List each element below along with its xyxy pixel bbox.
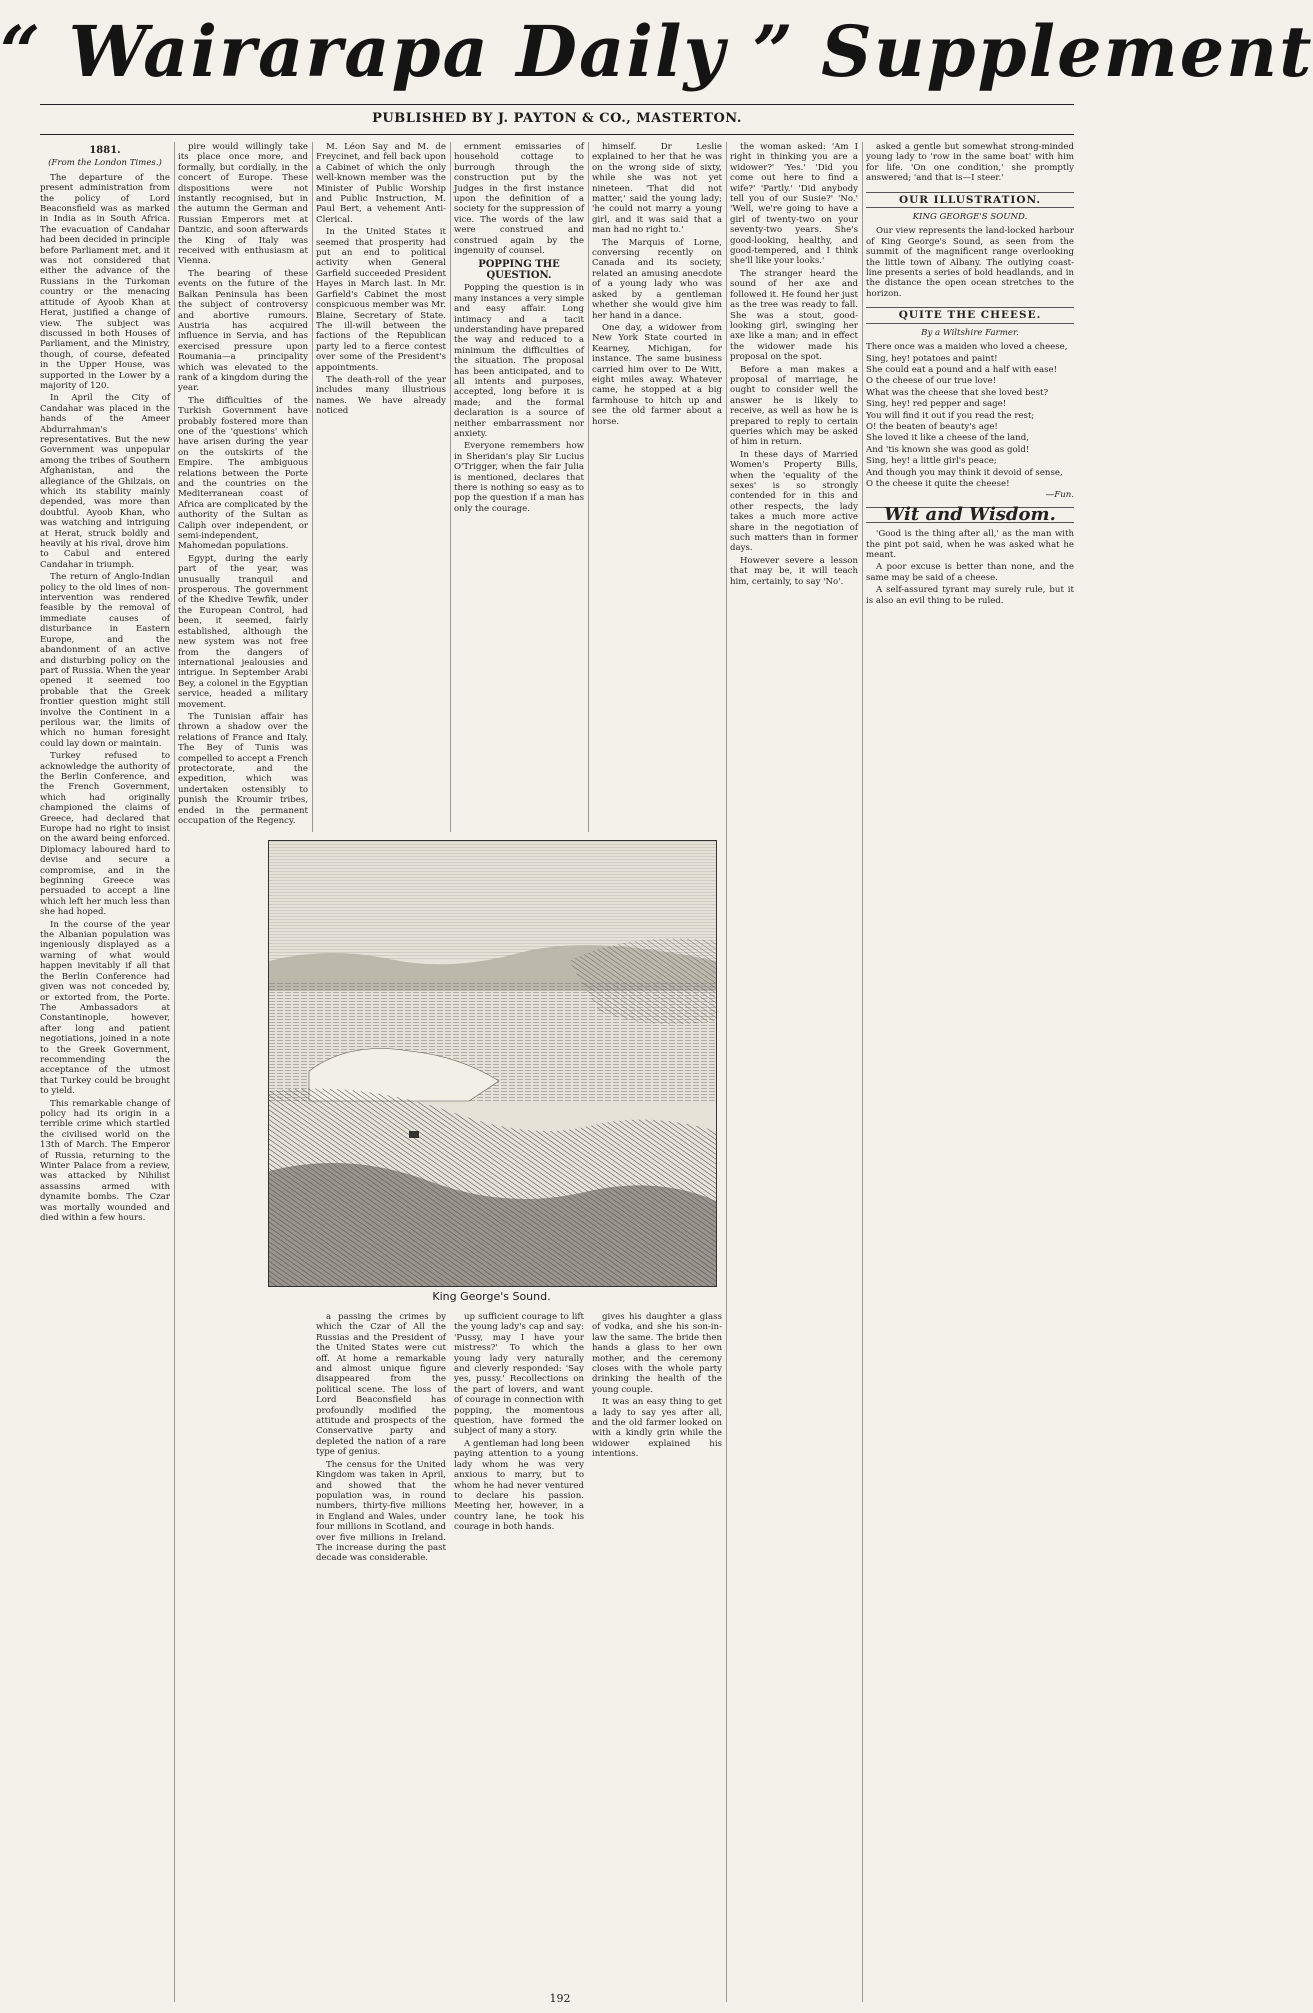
poem-line: O! the beaten of beauty's age! — [866, 421, 998, 432]
paragraph: It was an easy thing to get a lady to say yes after all, and the old farmer looked on with a kindly grin while the widower explained his intentions. — [592, 1397, 722, 1460]
section-heading-quite-the-cheese: QUITE THE CHEESE. — [866, 307, 1074, 323]
paragraph: a passing the crimes by which the Czar of All the Russias and the President of the United States were cut off. At home a remarkable and almost unique figure disappeared from the political scene. The loss of Lord Beaconsfield has profoundly modified the attitude and prospects of the Conservative party and depleted the nation of a rare type of genius. — [316, 1312, 446, 1458]
masthead-rule-bottom — [40, 134, 1074, 135]
paragraph: The return of Anglo-Indian policy to the old lines of non-intervention was rendered feasible by the removal of immediate causes of disturbance in Eastern Europe, and the abandonment of an active and disturbing policy on the part of Russia. When the year opened it seemed too probable that the Greek frontier question might still involve the Continent in a perilous war, the limits of which no human foresight could lay down or maintain. — [40, 572, 170, 749]
column-5-top — [592, 142, 722, 832]
poem-line: And 'tis known she was good as gold! — [866, 444, 1030, 455]
paragraph: 'Good is the thing after all,' as the man with the pint pot said, when he was asked what he meant. — [866, 529, 1074, 560]
paragraph: gives his daughter a glass of vodka, and she his son-in-law the same. The bride then hands a glass to her own mother, and the ceremony closes with the whole party drinking the health of the young couple. — [592, 1312, 722, 1395]
column-3-top — [316, 142, 446, 832]
page-number: 192 — [549, 1992, 571, 2005]
poem-line: There once was a maiden who loved a cheese, — [866, 342, 1068, 353]
paragraph: up sufficient courage to lift the young lady's cap and say: 'Pussy, may I have your mistress?' To which the young lady very naturally and cleverly responded: 'Say yes, pussy.' Recollections on the part of lovers, and want of courage in connection with popping, the momentous question, have formed the subject of many a story. — [454, 1312, 584, 1437]
paragraph: Everyone remembers how in Sheridan's play Sir Lucius O'Trigger, when the fair Julia is mentioned, declares that there is nothing so easy as to pop the question if a man has only the courage. — [454, 441, 584, 514]
poem-line: Sing, hey! red pepper and sage! — [866, 399, 1007, 410]
masthead-title: “ Wairarapa Daily ” Supplement — [0, 10, 1313, 93]
column-divider — [862, 142, 863, 2002]
column-4-top — [454, 142, 584, 832]
poem-line: O the cheese it quite the cheese! — [866, 478, 1010, 489]
article-year-heading: 1881. — [89, 145, 121, 156]
column-6 — [730, 142, 858, 1992]
column-divider — [450, 142, 451, 832]
paragraph: A self-assured tyrant may surely rule, but it is also an evil thing to be ruled. — [866, 585, 1074, 606]
column-divider — [174, 142, 175, 2002]
column-1 — [40, 142, 170, 1992]
paragraph: The census for the United Kingdom was taken in April, and showed that the population was, in round numbers, thirty-five millions in England and Wales, under four millions in Scotland, and over five millions in Ireland. The increase during the past decade was considerable. — [316, 1459, 446, 1564]
paragraph: The Tunisian affair has thrown a shadow over the relations of France and Italy. The Bey of Tunis was compelled to accept a French protectorate, and the expedition, which was undertaken ostensibly to punish the Kroumir tribes, ended in the permanent occupation of the Regency. — [178, 711, 308, 826]
paragraph: In these days of Married Women's Property Bills, when the 'equality of the sexes' is so strongly contended for in this and other respects, the lady takes a much more active share in the negotiation of such matters than in former days. — [730, 449, 858, 554]
column-divider — [726, 142, 727, 2002]
paragraph: In the United States it seemed that prosperity had put an end to political activity when General Garfield succeeded President Hayes in March last. In Mr. Garfield's Cabinet the most conspicuous member was Mr. Blaine, Secretary of State. The ill-will between the factions of the Republican party led to a fierce contest over some of the President's appointments. — [316, 227, 446, 373]
poem-line: O the cheese of our true love! — [866, 376, 997, 387]
paragraph: the woman asked: 'Am I right in thinking you are a widower?' 'Yes.' 'Did you come out here to find a wife?' 'Partly.' 'Did anybody tell you of our Susie?' 'No.' 'Well, we're going to have a girl of twenty-two on your seventy-two years. She's good-looking, healthy, and good-tempered, and I think she'll like your looks.' — [730, 142, 858, 267]
poem-line: What was the cheese that she loved best? — [866, 387, 1049, 398]
paragraph: Turkey refused to acknowledge the authority of the Berlin Conference, and the French Government, which had originally championed the claims of Greece, had declared that Europe had no right to insist on the award being enforced. Diplomacy laboured hard to devise and secure a compromise, and in the beginning Greece was persuaded to accept a line which left her much less than she had hoped. — [40, 751, 170, 918]
paragraph: The difficulties of the Turkish Government have probably fostered more than one of the 'questions' which have arisen during the year on the outskirts of the Empire. The ambiguous relations between the Porte and the countries on the Mediterranean coast of Africa are complicated by the authority of the Sultan as Caliph over independent, or semi-independent, Mahomedan populations. — [178, 395, 308, 552]
paragraph: A gentleman had long been paying attention to a young lady whom he was very anxious to marry, but to whom he had never ventured to declare his passion. Meeting her, however, in a country lane, he took his courage in both hands. — [454, 1438, 584, 1533]
paragraph: The stranger heard the sound of her axe and followed it. He found her just as the tree was ready to fall. She was a stout, good-looking girl, swinging her axe like a man; and in effect the widower made his proposal on the spot. — [730, 268, 858, 363]
king-georges-sound-engraving — [268, 840, 717, 1287]
paragraph: One day, a widower from New York State courted in Kearney, Michigan, for instance. The same business carried him over to De Witt, eight miles away. Whatever came, he stopped at a big farmhouse to hitch up and see the old farmer about a horse. — [592, 322, 722, 427]
paragraph: The death-roll of the year includes many illustrious names. We have already noticed — [316, 374, 446, 417]
paragraph: M. Léon Say and M. de Freycinet, and fell back upon a Cabinet of which the only well-known member was the Minister of Public Worship and Public Instruction, M. Paul Bert, a vehement Anti-Clerical. — [316, 142, 446, 225]
engraving-hut — [409, 1131, 419, 1138]
engraving-caption: King George's Sound. — [432, 1290, 551, 1303]
paragraph: ernment emissaries of household cottage to burrough through the construction put by the Judges in the first instance upon the definition of a society for the suppression of vice. The words of the law were construed and construed again by the ingenuity of counsel. — [454, 142, 584, 257]
column-5-bottom — [592, 1312, 722, 1992]
poem-line: She loved it like a cheese of the land, — [866, 433, 1029, 444]
article-heading-popping-question: POPPING THE QUESTION. — [478, 259, 560, 281]
column-7 — [866, 142, 1074, 1992]
paragraph: The departure of the present administration from the policy of Lord Beaconsfield was as marked in India as in South Africa. The evacuation of Candahar had been decided in principle before Parliament met, and it was not considered that either the advance of the Russians in the Turkoman country or the menacing attitude of Ayoob Khan at Herat, justified a change of view. The subject was discussed in both Houses of Parliament, and the Ministry, though, of course, defeated in the Upper House, was supported in the Lower by a majority of 120. — [40, 172, 170, 391]
paragraph: The Marquis of Lorne, conversing recently on Canada and its society, related an amusing anecdote of a young lady who was asked by a gentleman whether she would give him her hand in a dance. — [592, 237, 722, 321]
paragraph: This remarkable change of policy had its origin in a terrible crime which startled the civilised world on the 13th of March. The Emperor of Russia, returning to the Winter Palace from a review, was attacked by Nihilist assassins armed with dynamite bombs. The Czar was mortally wounded and died within a few hours. — [40, 1098, 170, 1224]
paragraph: A poor excuse is better than none, and the same may be said of a cheese. — [866, 562, 1074, 583]
section-heading-wit-and-wisdom: Wit and Wisdom. — [866, 507, 1074, 523]
paragraph: The bearing of these events on the future of the Balkan Peninsula has been the subject of controversy and abortive rumours. Austria has acquired influence in Servia, and has exercised pressure upon Roumania—a principality which was elevated to the rank of a kingdom during the year. — [178, 268, 308, 394]
column-4-bottom — [454, 1312, 584, 1992]
column-divider — [588, 142, 589, 832]
paragraph: In the course of the year the Albanian population was ingeniously displayed as a warning of what would happen inevitably if all that the Berlin Conference had given was not conceded by, or extorted from, the Porte. The Ambassadors at Constantinople, however, after long and patient negotiations, joined in a note to the Greek Government, recommending the acceptance of the utmost that Turkey could be brought to yield. — [40, 919, 170, 1097]
paragraph: In April the City of Candahar was placed in the hands of the Ameer Abdurrahman's representatives. But the new Government was unpopular among the tribes of Southern Afghanistan, and the allegiance of the Ghilzais, on which its stability mainly depended, was more than doubtful. Ayoob Khan, who was watching and intriguing at Herat, struck boldly and heavily at his rival, drove him to Cabul and entered Candahar in triumph. — [40, 393, 170, 570]
poem-line: Sing, hey! a little girl's peace; — [866, 456, 997, 467]
paragraph: pire would willingly take its place once more, and formally, but cordially, in the concert of Europe. These dispositions were not instantly recognised, but in the autumn the German and Russian Emperors met at Dantzic, and soon afterwards the King of Italy was received with enthusiasm at Vienna. — [178, 142, 308, 267]
paragraph: himself. Dr Leslie explained to her that he was on the wrong side of sixty, while she was not yet nineteen. 'That did not matter,' said the young lady; 'he could not marry a young girl, and it was said that a man had no right to.' — [592, 142, 722, 236]
column-divider — [312, 142, 313, 832]
article-source: (From the London Times.) — [48, 158, 162, 169]
paragraph: asked a gentle but somewhat strong-minded young lady to 'row in the same boat' with him for life. 'On one condition,' she promptly answered; 'and that is—I steer.' — [866, 142, 1074, 184]
paragraph: Our view represents the land-locked harbour of King George's Sound, as seen from the summit of the magnificent range overlooking the little town of Albany. The outlying coast-line presents a series of bold headlands, and in the distance the open ocean stretches to the horizon. — [866, 226, 1074, 299]
column-3-bottom — [316, 1312, 446, 1992]
paragraph: However severe a lesson that may be, it will teach him, certainly, to say 'No'. — [730, 555, 858, 587]
poem-line: You will find it out if you read the rest; — [866, 410, 1035, 421]
poem-byline: By a Wiltshire Farmer. — [921, 327, 1019, 338]
poem-line: Sing, hey! potatoes and paint! — [866, 353, 998, 364]
paragraph: Before a man makes a proposal of marriage, he ought to consider well the answer he is likely to receive, as well as how he is prepared to reply to certain queries which may be asked of him in return. — [730, 364, 858, 448]
poem-signature: —Fun. — [1045, 490, 1074, 501]
paragraph: Popping the question is in many instances a very simple and easy affair. Long intimacy and a tacit understanding have prepared the way and reduced to a minimum the difficulties of the situation. The proposal has been anticipated, and to all intents and purposes, accepted, long before it is made; and the formal declaration is a source of neither embarrassment nor anxiety. — [454, 283, 584, 439]
section-heading-our-illustration: OUR ILLUSTRATION. — [866, 192, 1074, 208]
masthead-rule-top — [40, 104, 1074, 105]
publisher-line: PUBLISHED BY J. PAYTON & CO., MASTERTON. — [372, 111, 742, 126]
section-subheading: KING GEORGE'S SOUND. — [912, 212, 1028, 223]
poem-line: And though you may think it devoid of sense, — [866, 467, 1063, 478]
poem-line: She could eat a pound and a half with ease! — [866, 364, 1058, 375]
paragraph: Egypt, during the early part of the year, was unusually tranquil and prosperous. The government of the Khedive Tewfik, under the European Control, had been, it seemed, fairly established, although the new system was not free from the dangers of international jealousies and intrigue. In September Arabi Bey, a colonel in the Egyptian service, headed a military movement. — [178, 553, 308, 710]
